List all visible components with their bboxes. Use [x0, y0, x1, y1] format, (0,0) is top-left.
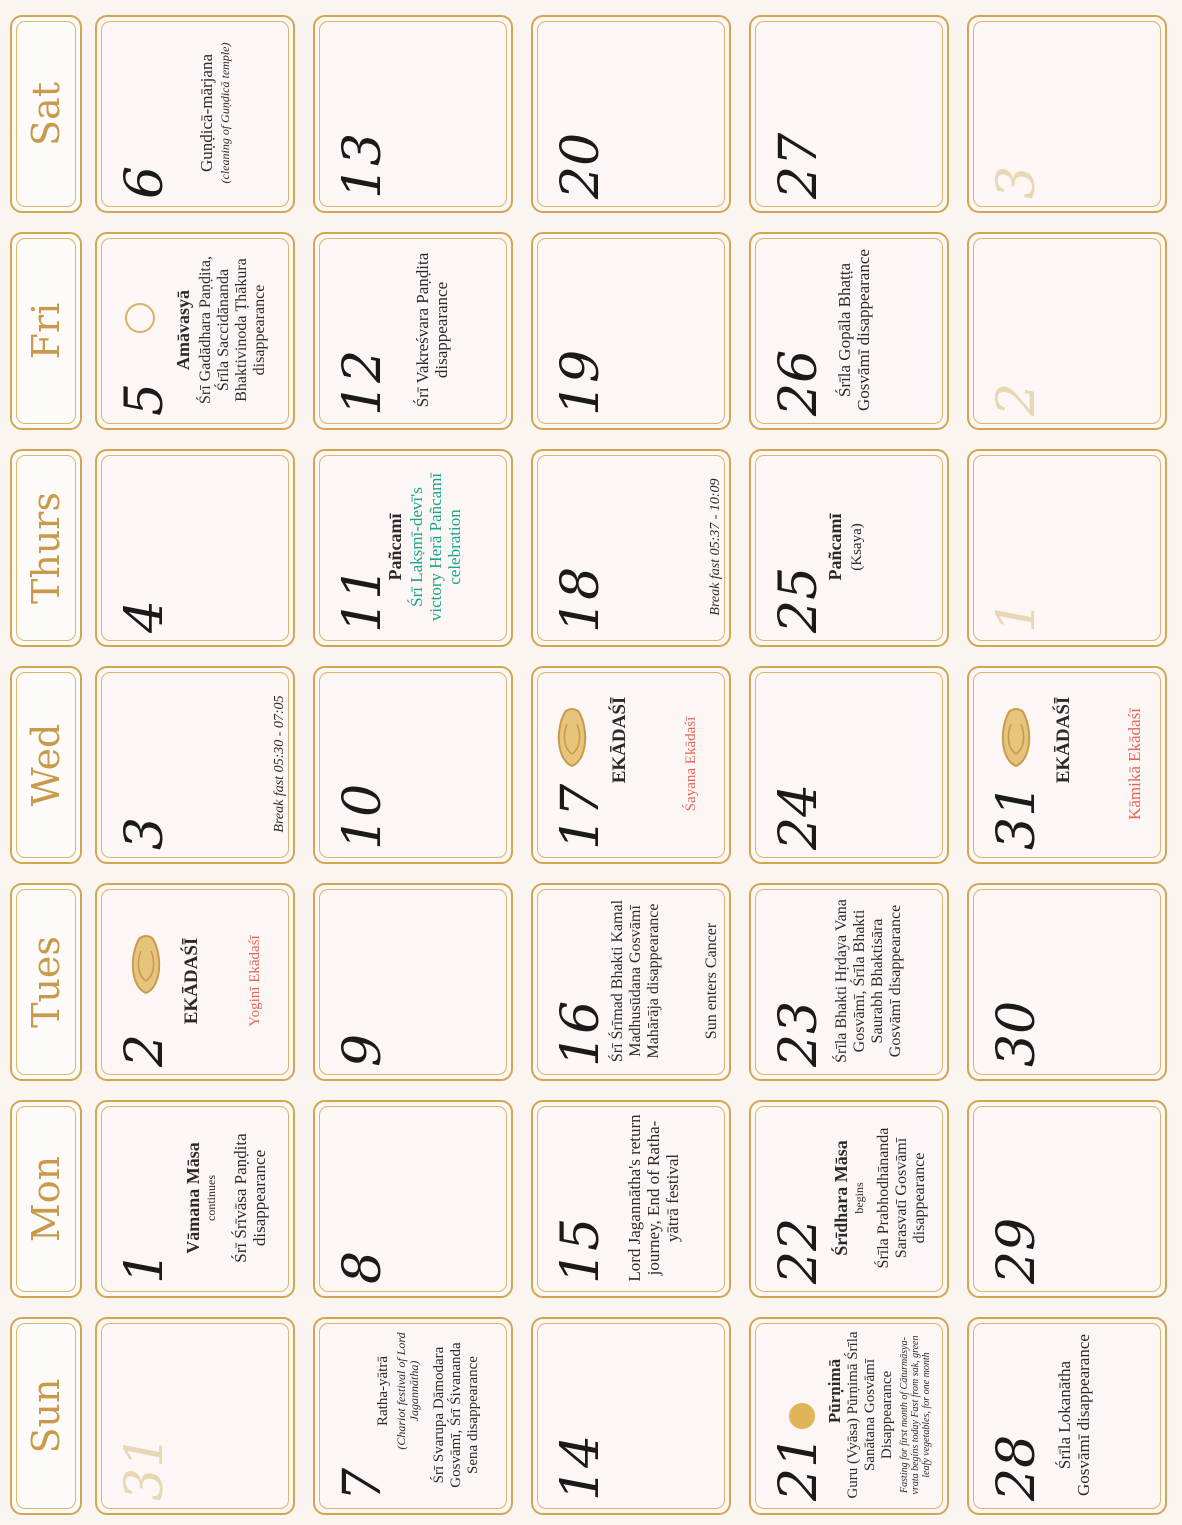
- weekday-header-tue: [10, 883, 82, 1081]
- conch-shell-icon: [997, 708, 1035, 770]
- event-description: Guru (Vyāsa) Pūrṇimā Śrīla Sanātana Gosvāmī Disappearance: [845, 1331, 895, 1499]
- day-number: 21: [769, 1434, 829, 1501]
- event-title: Pañcamī: [385, 513, 405, 581]
- event-title: Guṇḍicā-mārjana: [197, 54, 216, 172]
- event-subtitle: continues: [204, 1175, 218, 1221]
- day-cell[interactable]: [313, 1317, 513, 1515]
- event-description: Śrīla Prabhodhānanda Sarasvatī Gosvāmī disappearance: [875, 1127, 928, 1269]
- day-number: 12: [333, 349, 393, 416]
- event-subtitle: (Ksaya): [849, 523, 865, 571]
- day-cell[interactable]: [313, 449, 513, 647]
- day-cell[interactable]: [967, 666, 1167, 864]
- day-number: 1: [115, 1250, 175, 1284]
- day-number: 24: [769, 783, 829, 850]
- day-cell[interactable]: [531, 666, 731, 864]
- weekday-header-fri: [10, 232, 82, 430]
- conch-shell-icon: [127, 935, 165, 997]
- day-cell[interactable]: [749, 1100, 949, 1298]
- day-number: 13: [333, 132, 393, 199]
- day-number: 2: [987, 382, 1047, 416]
- day-cell[interactable]: [749, 666, 949, 864]
- day-number: 10: [333, 783, 393, 850]
- day-cell[interactable]: [95, 666, 295, 864]
- weekday-label: Tues: [24, 936, 68, 1028]
- event-note: Yoginī Ekādaśī: [247, 935, 263, 1027]
- day-number: 3: [987, 165, 1047, 199]
- day-number: 31: [987, 783, 1047, 850]
- day-number: 23: [769, 1000, 829, 1067]
- day-cell[interactable]: [967, 449, 1167, 647]
- weekday-header-thu: [10, 449, 82, 647]
- event-description: Śrīla Gopāla Bhaṭṭa Gosvāmī disappearance: [835, 249, 874, 411]
- day-cell[interactable]: [95, 883, 295, 1081]
- day-number: 27: [769, 132, 829, 199]
- event-description: Śrī Lakṣmī-devī's victory Herā Pañcamī celebration: [407, 472, 465, 622]
- day-cell[interactable]: [313, 1100, 513, 1298]
- event-title: EKĀDAŚĪ: [181, 937, 202, 1025]
- day-cell[interactable]: [313, 666, 513, 864]
- day-number: 8: [333, 1250, 393, 1284]
- event-title: Amāvasyā: [173, 290, 193, 370]
- event-title: Vāmana Māsa: [183, 1142, 203, 1254]
- day-cell[interactable]: [95, 1100, 295, 1298]
- day-cell[interactable]: [531, 1100, 731, 1298]
- day-cell[interactable]: [313, 883, 513, 1081]
- event-description: Śrīla Lokanātha Gosvāmī disappearance: [1055, 1334, 1094, 1496]
- day-number: 5: [115, 382, 175, 416]
- event-title: Ratha-yātrā: [375, 1356, 391, 1426]
- weekday-header-mon: [10, 1100, 82, 1298]
- weekday-label: Fri: [24, 302, 68, 360]
- event-description: Śrī Śrīmad Bhakti Kamal Madhusūdana Gosvāmī Mahārāja disappearance: [609, 899, 662, 1063]
- day-cell[interactable]: [531, 449, 731, 647]
- new-moon-icon: [125, 303, 155, 333]
- weekday-header-sat: [10, 15, 82, 213]
- day-number: 4: [115, 599, 175, 633]
- day-number: 18: [551, 566, 611, 633]
- event-note: Break fast 05:37 - 10:09: [708, 478, 723, 616]
- day-cell[interactable]: [531, 15, 731, 213]
- event-subtitle: begins: [852, 1182, 866, 1214]
- day-number: 19: [551, 349, 611, 416]
- weekday-header-wed: [10, 666, 82, 864]
- event-description: Śrīla Bhakti Hṛdaya Vana Gosvāmī, Śrīla Bhakti Saurabh Bhaktisāra Gosvāmī disappearance: [833, 899, 904, 1063]
- day-cell[interactable]: [967, 1317, 1167, 1515]
- weekday-header-sun: [10, 1317, 82, 1515]
- day-number: 6: [115, 165, 175, 199]
- day-cell[interactable]: [749, 15, 949, 213]
- event-description: Śrī Gadādhara Paṇḍita, Śrīla Saccidānanda Bhaktivinoda Ṭhākura disappearance: [197, 256, 268, 404]
- weekday-label: Thurs: [24, 492, 68, 604]
- event-description: Lord Jagannātha's return journey, End of Ratha-yātrā festival: [625, 1114, 683, 1282]
- day-cell[interactable]: [95, 449, 295, 647]
- event-description: Śrī Svarupa Dāmodara Gosvāmī, Śrī Śivananda Sena disappearance: [431, 1342, 481, 1488]
- day-number: 31: [115, 1434, 175, 1501]
- day-number: 25: [769, 566, 829, 633]
- day-number: 29: [987, 1217, 1047, 1284]
- day-cell[interactable]: [749, 1317, 949, 1515]
- day-number: 15: [551, 1217, 611, 1284]
- event-title: EKĀDAŚĪ: [609, 696, 630, 784]
- day-number: 16: [551, 1000, 611, 1067]
- day-cell[interactable]: [95, 15, 295, 213]
- weekday-label: Sat: [24, 82, 68, 146]
- day-cell[interactable]: [967, 15, 1167, 213]
- day-cell[interactable]: [531, 1317, 731, 1515]
- weekday-label: Mon: [24, 1155, 68, 1243]
- day-number: 22: [769, 1217, 829, 1284]
- day-cell[interactable]: [95, 1317, 295, 1515]
- event-title: Pūrṇimā: [825, 1358, 844, 1424]
- day-cell[interactable]: [313, 232, 513, 430]
- day-cell[interactable]: [967, 1100, 1167, 1298]
- conch-shell-icon: [553, 708, 591, 770]
- day-cell[interactable]: [531, 232, 731, 430]
- weekday-label: Sun: [24, 1378, 68, 1454]
- event-title: EKĀDAŚĪ: [1053, 696, 1074, 784]
- day-cell[interactable]: [749, 883, 949, 1081]
- day-cell[interactable]: [95, 232, 295, 430]
- day-cell[interactable]: [749, 232, 949, 430]
- event-note: Kāmikā Ekādaśī: [1125, 708, 1144, 820]
- day-number: 11: [333, 566, 393, 633]
- day-number: 3: [115, 816, 175, 850]
- day-cell[interactable]: [967, 232, 1167, 430]
- event-note: Fasting for first month of Cāturmāsya-vrata begins today Fast from sak, green leafy vegetables, for one month: [899, 1335, 933, 1495]
- day-cell[interactable]: [531, 883, 731, 1081]
- event-note: Break fast 05:30 - 07:05: [272, 695, 287, 833]
- day-number: 26: [769, 349, 829, 416]
- event-title: Pañcamī: [825, 513, 845, 581]
- event-description: Śrī Vakreśvara Paṇḍita disappearance: [413, 252, 452, 408]
- event-description: Śrī Śrīvāsa Paṇḍita disappearance: [231, 1133, 270, 1263]
- event-note: Śayana Ekādaśī: [683, 716, 699, 812]
- event-title: Śrīdhara Māsa: [831, 1140, 851, 1256]
- day-number: 14: [551, 1434, 611, 1501]
- day-number: 20: [551, 132, 611, 199]
- day-cell[interactable]: [749, 449, 949, 647]
- day-number: 28: [987, 1434, 1047, 1501]
- day-number: 9: [333, 1033, 393, 1067]
- day-number: 2: [115, 1033, 175, 1067]
- event-subtitle: (Chariot festival of Lord Jagannātha): [394, 1332, 422, 1450]
- day-number: 30: [987, 1000, 1047, 1067]
- day-cell[interactable]: [967, 883, 1167, 1081]
- event-subtitle: (cleaning of Guṇḍicā temple): [218, 42, 232, 184]
- day-cell[interactable]: [313, 15, 513, 213]
- weekday-label: Wed: [24, 723, 68, 807]
- full-moon-icon: [789, 1403, 815, 1429]
- event-note: Sun enters Cancer: [703, 922, 720, 1040]
- day-number: 7: [333, 1467, 393, 1501]
- day-number: 1: [987, 599, 1047, 633]
- day-number: 17: [551, 783, 611, 850]
